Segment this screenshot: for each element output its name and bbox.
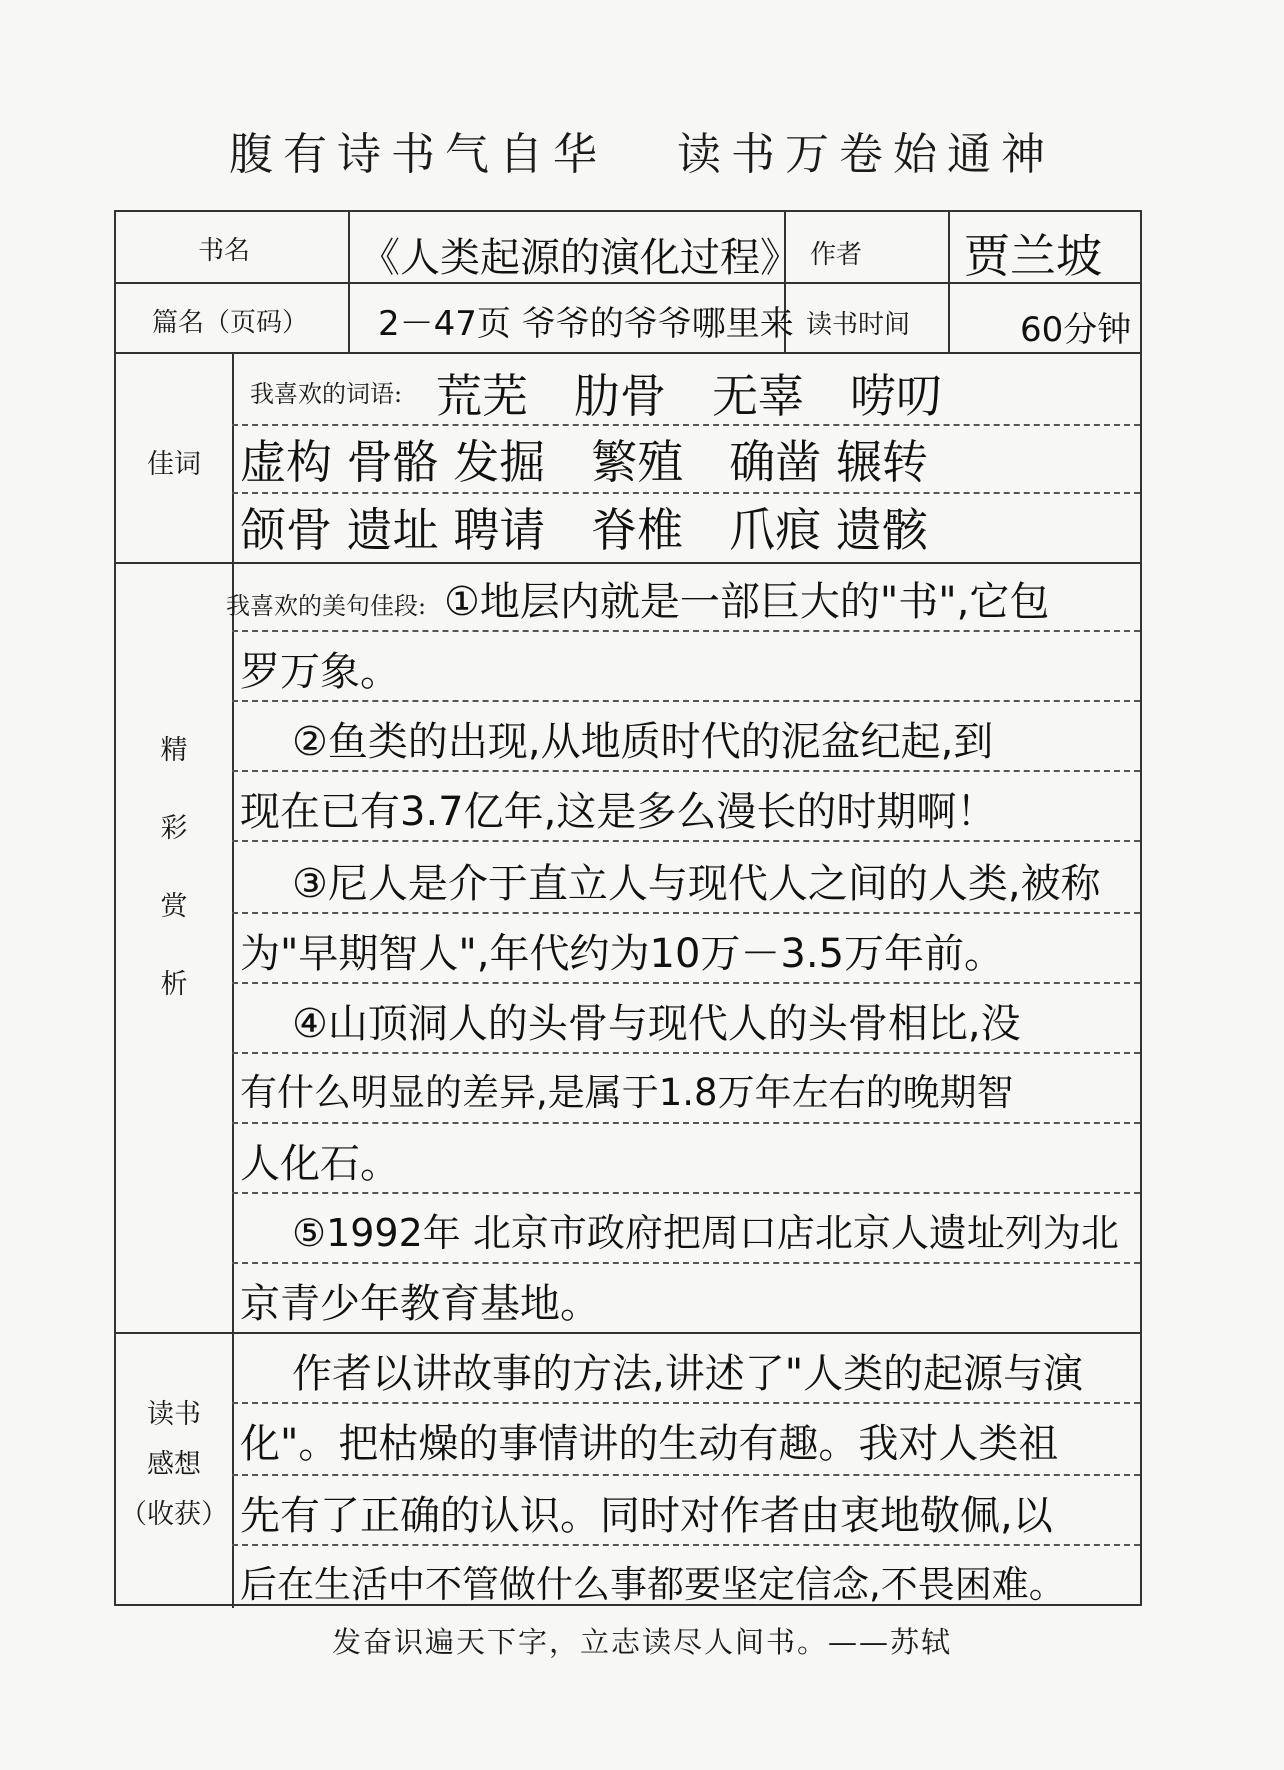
word-line: 荒芜 肋骨 无辜 唠叨: [436, 369, 942, 423]
reading-record-table: [114, 210, 1142, 1606]
words-prompt: 我喜欢的词语:: [250, 380, 403, 408]
thoughts-label-line: 感想: [147, 1449, 201, 1480]
dashed-line: [232, 1192, 1140, 1194]
sentences-label-char: 精: [160, 735, 188, 766]
row-divider: [116, 562, 1140, 564]
thoughts-label-line: 读书: [147, 1399, 201, 1430]
thought-line: 化"。把枯燥的事情讲的生动有趣。我对人类祖: [240, 1421, 1059, 1467]
dashed-line: [232, 1262, 1140, 1264]
dashed-line: [232, 982, 1140, 984]
page-title: [0, 118, 1284, 182]
word-line: 颌骨 遗址 聘请 脊椎 爪痕 遗骸: [240, 503, 928, 557]
dashed-line: [232, 1474, 1140, 1476]
thought-line: 作者以讲故事的方法,讲述了"人类的起源与演: [292, 1351, 1084, 1397]
sentence-line: 罗万象。: [240, 649, 400, 695]
sentence-line: 有什么明显的差异,是属于1.8万年左右的晚期智: [240, 1071, 1014, 1114]
author-label: 作者: [810, 240, 863, 270]
dashed-line: [232, 912, 1140, 914]
time-label: 读书时间: [806, 310, 911, 340]
dashed-line: [232, 1052, 1140, 1054]
sentence-line: 京青少年教育基地。: [240, 1281, 600, 1327]
time-value: 60分钟: [1020, 310, 1132, 350]
thoughts-label-line: （收获）: [120, 1499, 228, 1530]
motto-left: 腹有诗书气自华: [229, 129, 607, 180]
dashed-line: [232, 1544, 1140, 1546]
dashed-line: [232, 770, 1140, 772]
sentence-line: ②鱼类的出现,从地质时代的泥盆纪起,到: [292, 719, 994, 765]
book-label: 书名: [198, 236, 251, 266]
col-divider: [348, 212, 350, 352]
col-divider: [948, 212, 950, 352]
word-line: 虚构 骨骼 发掘 繁殖 确凿 辗转: [240, 435, 928, 489]
chapter-label: 篇名（页码）: [152, 308, 309, 338]
thought-line: 后在生活中不管做什么事都要坚定信念,不畏困难。: [240, 1563, 1066, 1606]
sentence-line: ③尼人是介于直立人与现代人之间的人类,被称: [292, 861, 1101, 907]
sentences-prompt: 我喜欢的美句佳段:: [226, 592, 427, 620]
author-name: 贾兰坡: [964, 229, 1102, 283]
sentence-line: 人化石。: [240, 1141, 400, 1187]
sentences-label-char: 析: [160, 969, 188, 1000]
sentences-label-char: 彩: [160, 813, 188, 844]
row-divider: [116, 352, 1140, 354]
row-divider: [116, 1332, 1140, 1334]
dashed-line: [232, 1122, 1140, 1124]
book-title: 《人类起源的演化过程》: [360, 235, 800, 281]
footer-quote: 发奋识遍天下字，立志读尽人间书。——苏轼: [331, 1625, 952, 1659]
words-section-label: 佳词: [147, 449, 201, 480]
chapter-value: 2－47页 爷爷的爷爷哪里来: [378, 304, 794, 344]
thought-line: 先有了正确的认识。同时对作者由衷地敬佩,以: [240, 1493, 1053, 1539]
sentence-line: ⑤1992年 北京市政府把周口店北京人遗址列为北: [292, 1211, 1119, 1255]
dashed-line: [232, 700, 1140, 702]
col-divider: [232, 352, 234, 1608]
motto-right: 读书万卷始通神: [677, 129, 1055, 180]
sentence-line: ①地层内就是一部巨大的"书",它包: [444, 579, 1050, 625]
sentence-line: ④山顶洞人的头骨与现代人的头骨相比,没: [292, 1001, 1021, 1047]
dashed-line: [232, 630, 1140, 632]
dashed-line: [232, 1402, 1140, 1404]
sentence-line: 现在已有3.7亿年,这是多么漫长的时期啊！: [240, 789, 997, 835]
sentence-line: 为"早期智人",年代约为10万－3.5万年前。: [240, 931, 1005, 977]
sentences-label-char: 赏: [160, 891, 188, 922]
dashed-line: [232, 840, 1140, 842]
